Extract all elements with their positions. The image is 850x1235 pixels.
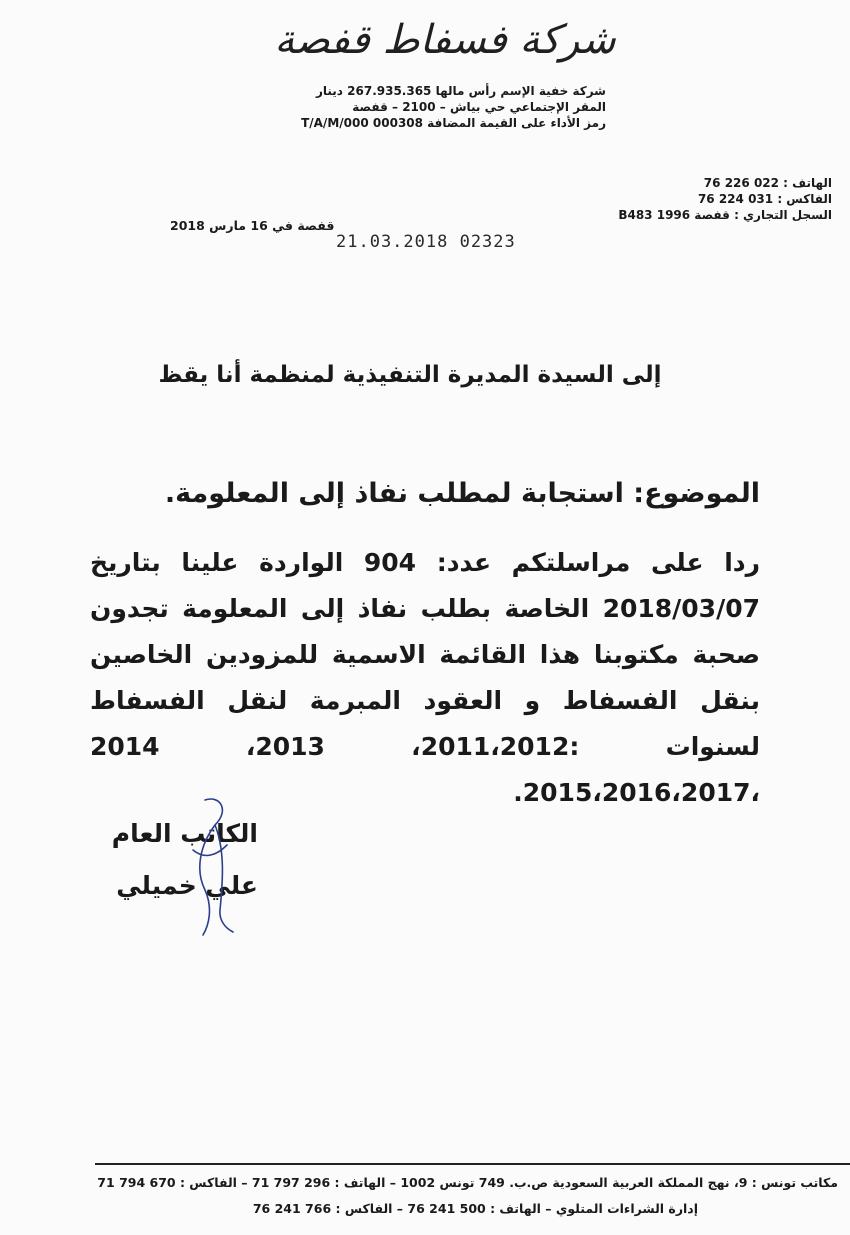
footer-tunis-offices: مكاتب تونس : 9، نهج المملكة العربية السعودية ص.ب. 749 تونس 1002 – الهاتف : 296 797 71 – الفاكس : 670 794 71 (97, 1175, 838, 1190)
subject-line: الموضوع: استجابة لمطلب نفاذ إلى المعلومة. (164, 478, 760, 509)
recipient-line: إلى السيدة المديرة التنفيذية لمنظمة أنا يقظ (158, 362, 662, 388)
registration-stamp: 21.03.2018 02323 (336, 232, 516, 252)
signatory-name: علي خميلي (116, 871, 258, 900)
handwritten-signature (175, 790, 250, 940)
company-address-line: المقر الإجتماعي حي بياش – 2100 – قفصة (352, 100, 606, 114)
footer-procurement-office: إدارة الشراءات المتلوي – الهاتف : 500 241 76 – الفاكس : 766 241 76 (252, 1201, 698, 1216)
trade-register-line: السجل التجاري : قفصة 1996 B483 (618, 208, 832, 222)
company-capital-line: شركة خفية الإسم رأس مالها 267.935.365 دينار (315, 84, 606, 98)
company-vat-line: رمز الأداء على القيمة المضافة 000308 T/A/M/000 (301, 116, 606, 130)
phone-line: الهاتف : 022 226 76 (703, 176, 832, 190)
contact-info (618, 175, 832, 223)
footer-divider (95, 1163, 850, 1165)
letter-body: ردا على مراسلتكم عدد: 904 الواردة علينا بتاريخ 2018/03/07 الخاصة بطلب نفاذ إلى المعلومة تجدون صحبة مكتوبنا هذا القائمة الاسمية للمزودين الخاصين بنقل الفسفاط و العقود المبرمة لنقل الفسفاط لسنوات :2011،2012، 2013، 2014 ،2015،2016،2017. (90, 548, 760, 807)
company-logo: شركة فسفاط قفصة (274, 17, 616, 63)
letter-date: قفصة في 16 مارس 2018 (170, 218, 335, 233)
fax-line: الفاكس : 031 224 76 (697, 192, 832, 206)
company-info (301, 83, 606, 131)
signatory-title: الكاتب العام (111, 819, 258, 848)
footer (78, 1170, 838, 1222)
